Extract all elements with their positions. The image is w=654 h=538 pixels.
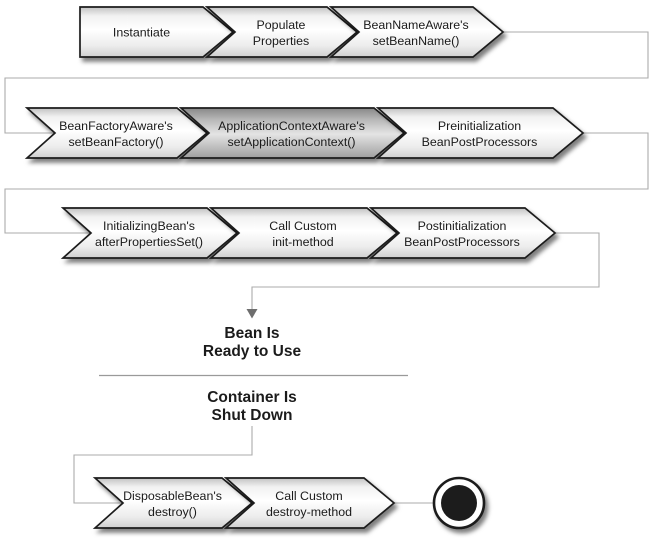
flow-steps	[27, 7, 583, 528]
connector-wires	[5, 32, 648, 503]
flow-step-label-after-properties-set: InitializingBean's	[103, 219, 195, 233]
flow-step-preinitialization-beanpostprocessors	[378, 108, 583, 158]
flow-step-label-populate-properties: Properties	[252, 34, 310, 48]
flow-step-label-set-bean-name: BeanNameAware's	[363, 18, 469, 32]
flow-step-label-after-properties-set: afterPropertiesSet()	[94, 235, 204, 249]
flow-step-label-set-application-context: setApplicationContext()	[227, 135, 356, 149]
final-state-inner-dot	[441, 485, 477, 521]
final-state-icon	[434, 478, 484, 528]
flow-step-label-preinitialization-beanpostprocessors: Preinitialization	[437, 119, 522, 133]
flow-step-postinitialization-beanpostprocessors	[371, 208, 555, 258]
container-shutdown-state-line1: Container Is	[207, 389, 297, 406]
flow-step-label-set-bean-factory: BeanFactoryAware's	[59, 119, 173, 133]
flow-step-label-postinitialization-beanpostprocessors: Postinitialization	[417, 219, 507, 233]
bean-ready-state-line2: Ready to Use	[202, 343, 302, 360]
flow-step-label-set-bean-factory: setBeanFactory()	[68, 135, 164, 149]
flow-step-label-disposable-bean-destroy: destroy()	[148, 505, 197, 519]
flow-step-set-bean-factory	[27, 108, 207, 158]
flow-step-label-call-custom-init-method: init-method	[272, 235, 334, 249]
flow-step-label-preinitialization-beanpostprocessors: BeanPostProcessors	[421, 135, 538, 149]
flow-step-label-call-custom-init-method: Call Custom	[269, 219, 337, 233]
flow-step-label-instantiate: Instantiate	[112, 25, 171, 40]
flow-step-label-disposable-bean-destroy: DisposableBean's	[123, 489, 222, 503]
flow-step-call-custom-init-method	[211, 208, 397, 258]
bean-ready-state-line1: Bean Is	[224, 325, 280, 342]
container-shutdown-state-line2: Shut Down	[211, 407, 293, 424]
flow-step-label-set-bean-name: setBeanName()	[372, 34, 460, 48]
flow-step-label-call-custom-destroy-method: Call Custom	[275, 489, 343, 503]
flow-step-set-application-context	[181, 108, 404, 158]
flow-step-label-set-application-context: ApplicationContextAware's	[218, 119, 365, 133]
down-arrowhead-icon	[247, 309, 258, 319]
flow-step-label-call-custom-destroy-method: destroy-method	[265, 505, 353, 519]
flow-step-label-postinitialization-beanpostprocessors: BeanPostProcessors	[404, 235, 520, 249]
flow-step-label-populate-properties: Populate	[256, 18, 306, 32]
